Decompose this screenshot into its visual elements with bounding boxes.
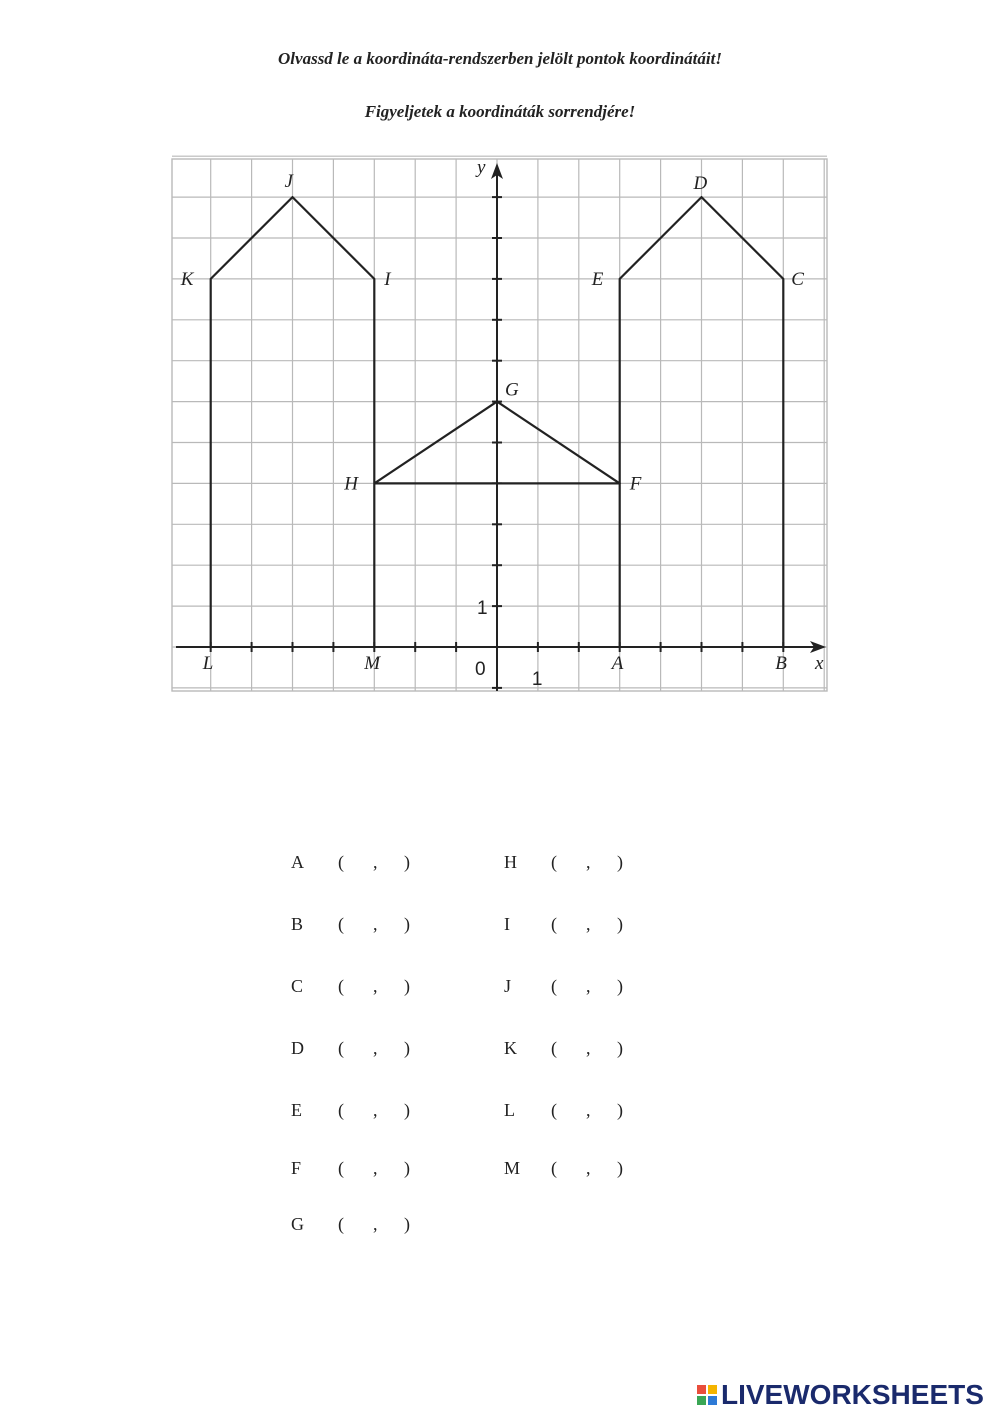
point-label-l: L [202,653,214,674]
answer-comma: , [373,1158,378,1178]
answer-paren-open: ( [338,1038,344,1058]
answer-paren-open: ( [551,1038,557,1058]
answer-paren-open: ( [338,1158,344,1178]
liveworksheets-logo [697,1378,984,1412]
answer-paren-close: ) [404,1100,410,1120]
answer-paren-open: ( [338,1100,344,1120]
answer-paren-close: ) [617,1100,623,1120]
origin-label: 0 [475,659,486,680]
point-label-b: B [775,653,787,674]
answer-comma: , [373,976,378,996]
answer-paren-close: ) [617,852,623,872]
instruction-line-2: Figyeljetek a koordináták sorrendjére! [364,102,636,121]
answer-row-c [291,976,431,1000]
grid [172,156,827,691]
answer-letter: C [291,976,304,996]
answer-paren-open: ( [338,976,344,996]
answer-paren-open: ( [338,852,344,872]
point-label-g: G [505,379,519,401]
instruction-line-1: Olvassd le a koordináta-rendszerben jelölt pontok koordinátáit! [278,49,722,68]
point-label-i: I [384,268,391,290]
point-label-a: A [611,653,624,674]
answer-row-f [291,1158,431,1182]
answer-paren-close: ) [404,1158,410,1178]
x-unit-label: 1 [531,669,543,690]
answer-comma: , [586,1100,591,1120]
answer-row-e [291,1100,431,1124]
answer-comma: , [373,852,378,872]
answer-letter: E [291,1100,302,1120]
answer-paren-close: ) [404,1214,410,1234]
y-axis-label: y [477,157,486,178]
answer-paren-open: ( [551,852,557,872]
point-label-e: E [591,268,604,290]
answer-letter: H [504,852,517,872]
point-label-m: M [364,653,381,674]
answer-letter: M [504,1158,521,1178]
answer-comma: , [373,1038,378,1058]
answer-letter: F [291,1158,302,1178]
point-labels [180,171,805,674]
brand-name: LIVEWORKSHEETS [721,1379,984,1410]
answer-row-l [504,1100,644,1124]
point-label-k: K [180,268,194,290]
answer-row-b [291,914,431,938]
answer-comma: , [586,1038,591,1058]
answer-comma: , [373,1214,378,1234]
x-axis-label: x [815,653,824,674]
point-label-d: D [693,173,708,195]
answer-comma: , [373,914,378,934]
answer-paren-open: ( [551,976,557,996]
point-label-h: H [344,473,359,495]
answer-row-j [504,976,644,1000]
answer-paren-close: ) [617,1158,623,1178]
answer-comma: , [586,852,591,872]
answer-paren-close: ) [617,976,623,996]
answer-paren-close: ) [617,1038,623,1058]
answer-paren-open: ( [338,914,344,934]
answer-row-d [291,1038,431,1062]
answer-comma: , [586,914,591,934]
answer-paren-close: ) [404,852,410,872]
answer-paren-close: ) [404,976,410,996]
answer-letter: B [291,914,304,934]
answer-row-g [291,1214,431,1238]
answer-row-m [504,1158,644,1182]
answer-paren-open: ( [551,914,557,934]
answer-paren-open: ( [551,1158,557,1178]
answer-row-a [291,852,431,876]
answer-paren-close: ) [404,914,410,934]
logo-mark-icon [697,1385,717,1405]
answer-letter: D [291,1038,304,1058]
answer-row-i [504,914,644,938]
answer-paren-open: ( [338,1214,344,1234]
answer-row-h [504,852,644,876]
answer-letter: A [291,852,304,872]
answer-letter: J [504,976,512,996]
answer-letter: L [504,1100,515,1120]
answer-letter: K [504,1038,517,1058]
coordinate-figure [170,155,830,695]
point-label-f: F [629,473,642,495]
answer-paren-close: ) [617,914,623,934]
answer-paren-close: ) [404,1038,410,1058]
y-unit-label: 1 [477,598,488,620]
answer-paren-open: ( [551,1100,557,1120]
axes [176,157,826,691]
point-label-c: C [791,268,804,290]
answer-letter: I [504,914,510,934]
answer-letter: G [291,1214,304,1234]
point-label-j: J [284,171,293,193]
answer-comma: , [373,1100,378,1120]
answer-row-k [504,1038,644,1062]
answer-comma: , [586,1158,591,1178]
answer-comma: , [586,976,591,996]
